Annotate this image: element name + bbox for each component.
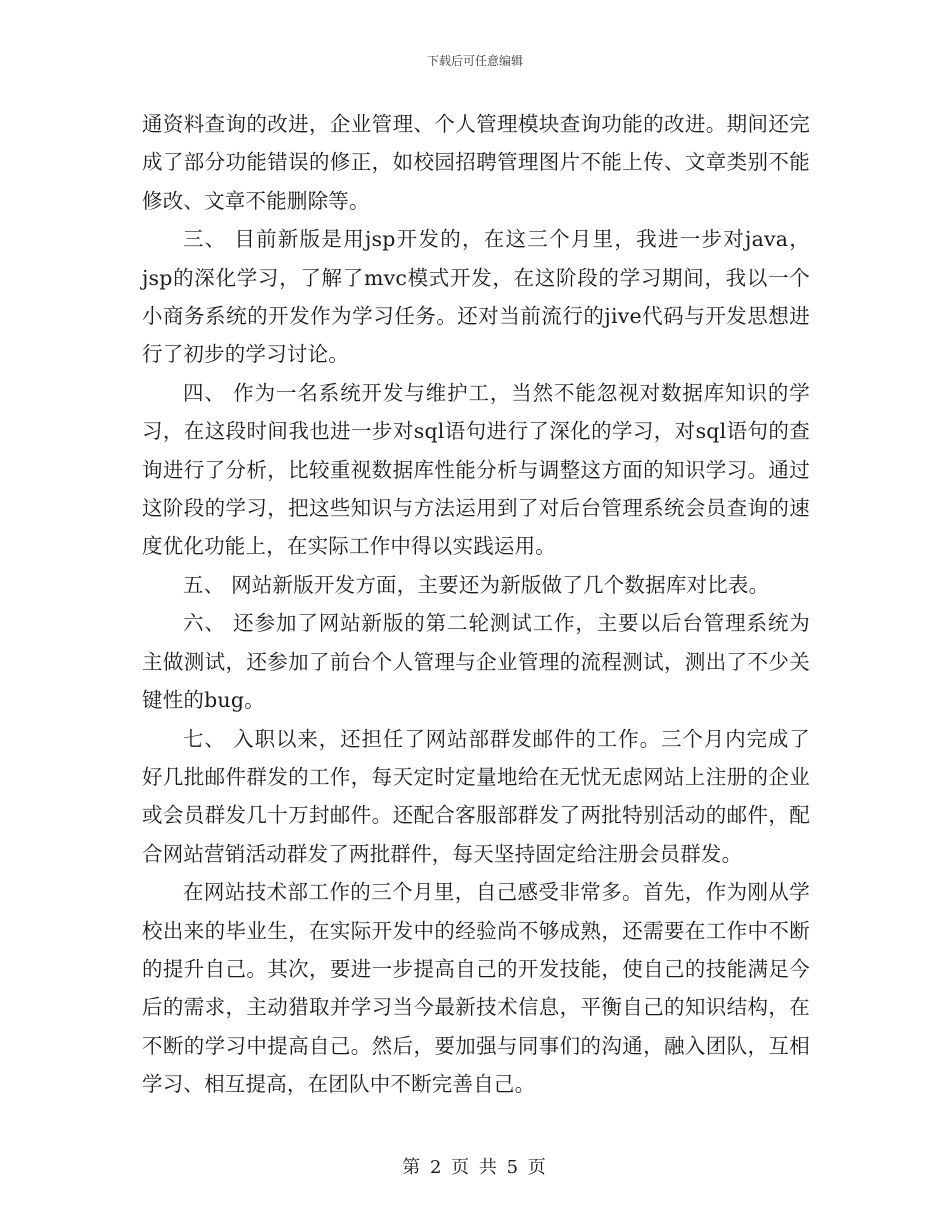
paragraph-item-7: 七、 入职以来，还担任了网站部群发邮件的工作。三个月内完成了好几批邮件群发的工作，每天定时定量地给在无忧无虑网站上注册的企业或会员群发几十万封邮件。还配合客服部群发了两批特别活动的邮件，配合网站营销活动群发了两批群件，每天坚持固定给注册会员群发。 bbox=[142, 726, 810, 866]
document-body bbox=[142, 105, 810, 1104]
paragraph-item-4: 四、 作为一名系统开发与维护工，当然不能忽视对数据库知识的学习，在这段时间我也进一步对sql语句进行了深化的学习，对sql语句的查询进行了分析，比较重视数据库性能分析与调整这方面的知识学习。通过这阶段的学习，把这些知识与方法运用到了对后台管理系统会员查询的速度优化功能上，在实际工作中得以实践运用。 bbox=[142, 380, 810, 559]
paragraph-item-3: 三、 目前新版是用jsp开发的，在这三个月里，我进一步对java，jsp的深化学习，了解了mvc模式开发，在这阶段的学习期间，我以一个小商务系统的开发作为学习任务。还对当前流行的jive代码与开发思想进行了初步的学习讨论。 bbox=[142, 227, 810, 367]
paragraph-continued: 通资料查询的改进，企业管理、个人管理模块查询功能的改进。期间还完成了部分功能错误的修正，如校园招聘管理图片不能上传、文章类别不能修改、文章不能删除等。 bbox=[142, 112, 810, 213]
paragraph-item-6: 六、 还参加了网站新版的第二轮测试工作，主要以后台管理系统为主做测试，还参加了前台个人管理与企业管理的流程测试，测出了不少关键性的bug。 bbox=[142, 611, 810, 713]
paragraph-item-5: 五、 网站新版开发方面，主要还为新版做了几个数据库对比表。 bbox=[183, 572, 770, 597]
page-header: 下载后可任意编辑 bbox=[426, 54, 523, 68]
page-number-footer: 第 2 页 共 5 页 bbox=[402, 1157, 548, 1178]
paragraph-summary: 在网站技术部工作的三个月里，自己感受非常多。首先，作为刚从学校出来的毕业生，在实际开发中的经验尚不够成熟，还需要在工作中不断的提升自己。其次，要进一步提高自己的开发技能，使自己的技能满足今后的需求，主动猎取并学习当今最新技术信息，平衡自己的知识结构，在不断的学习中提高自己。然后，要加强与同事们的沟通，融入团队，互相学习、相互提高，在团队中不断完善自己。 bbox=[142, 880, 810, 1097]
